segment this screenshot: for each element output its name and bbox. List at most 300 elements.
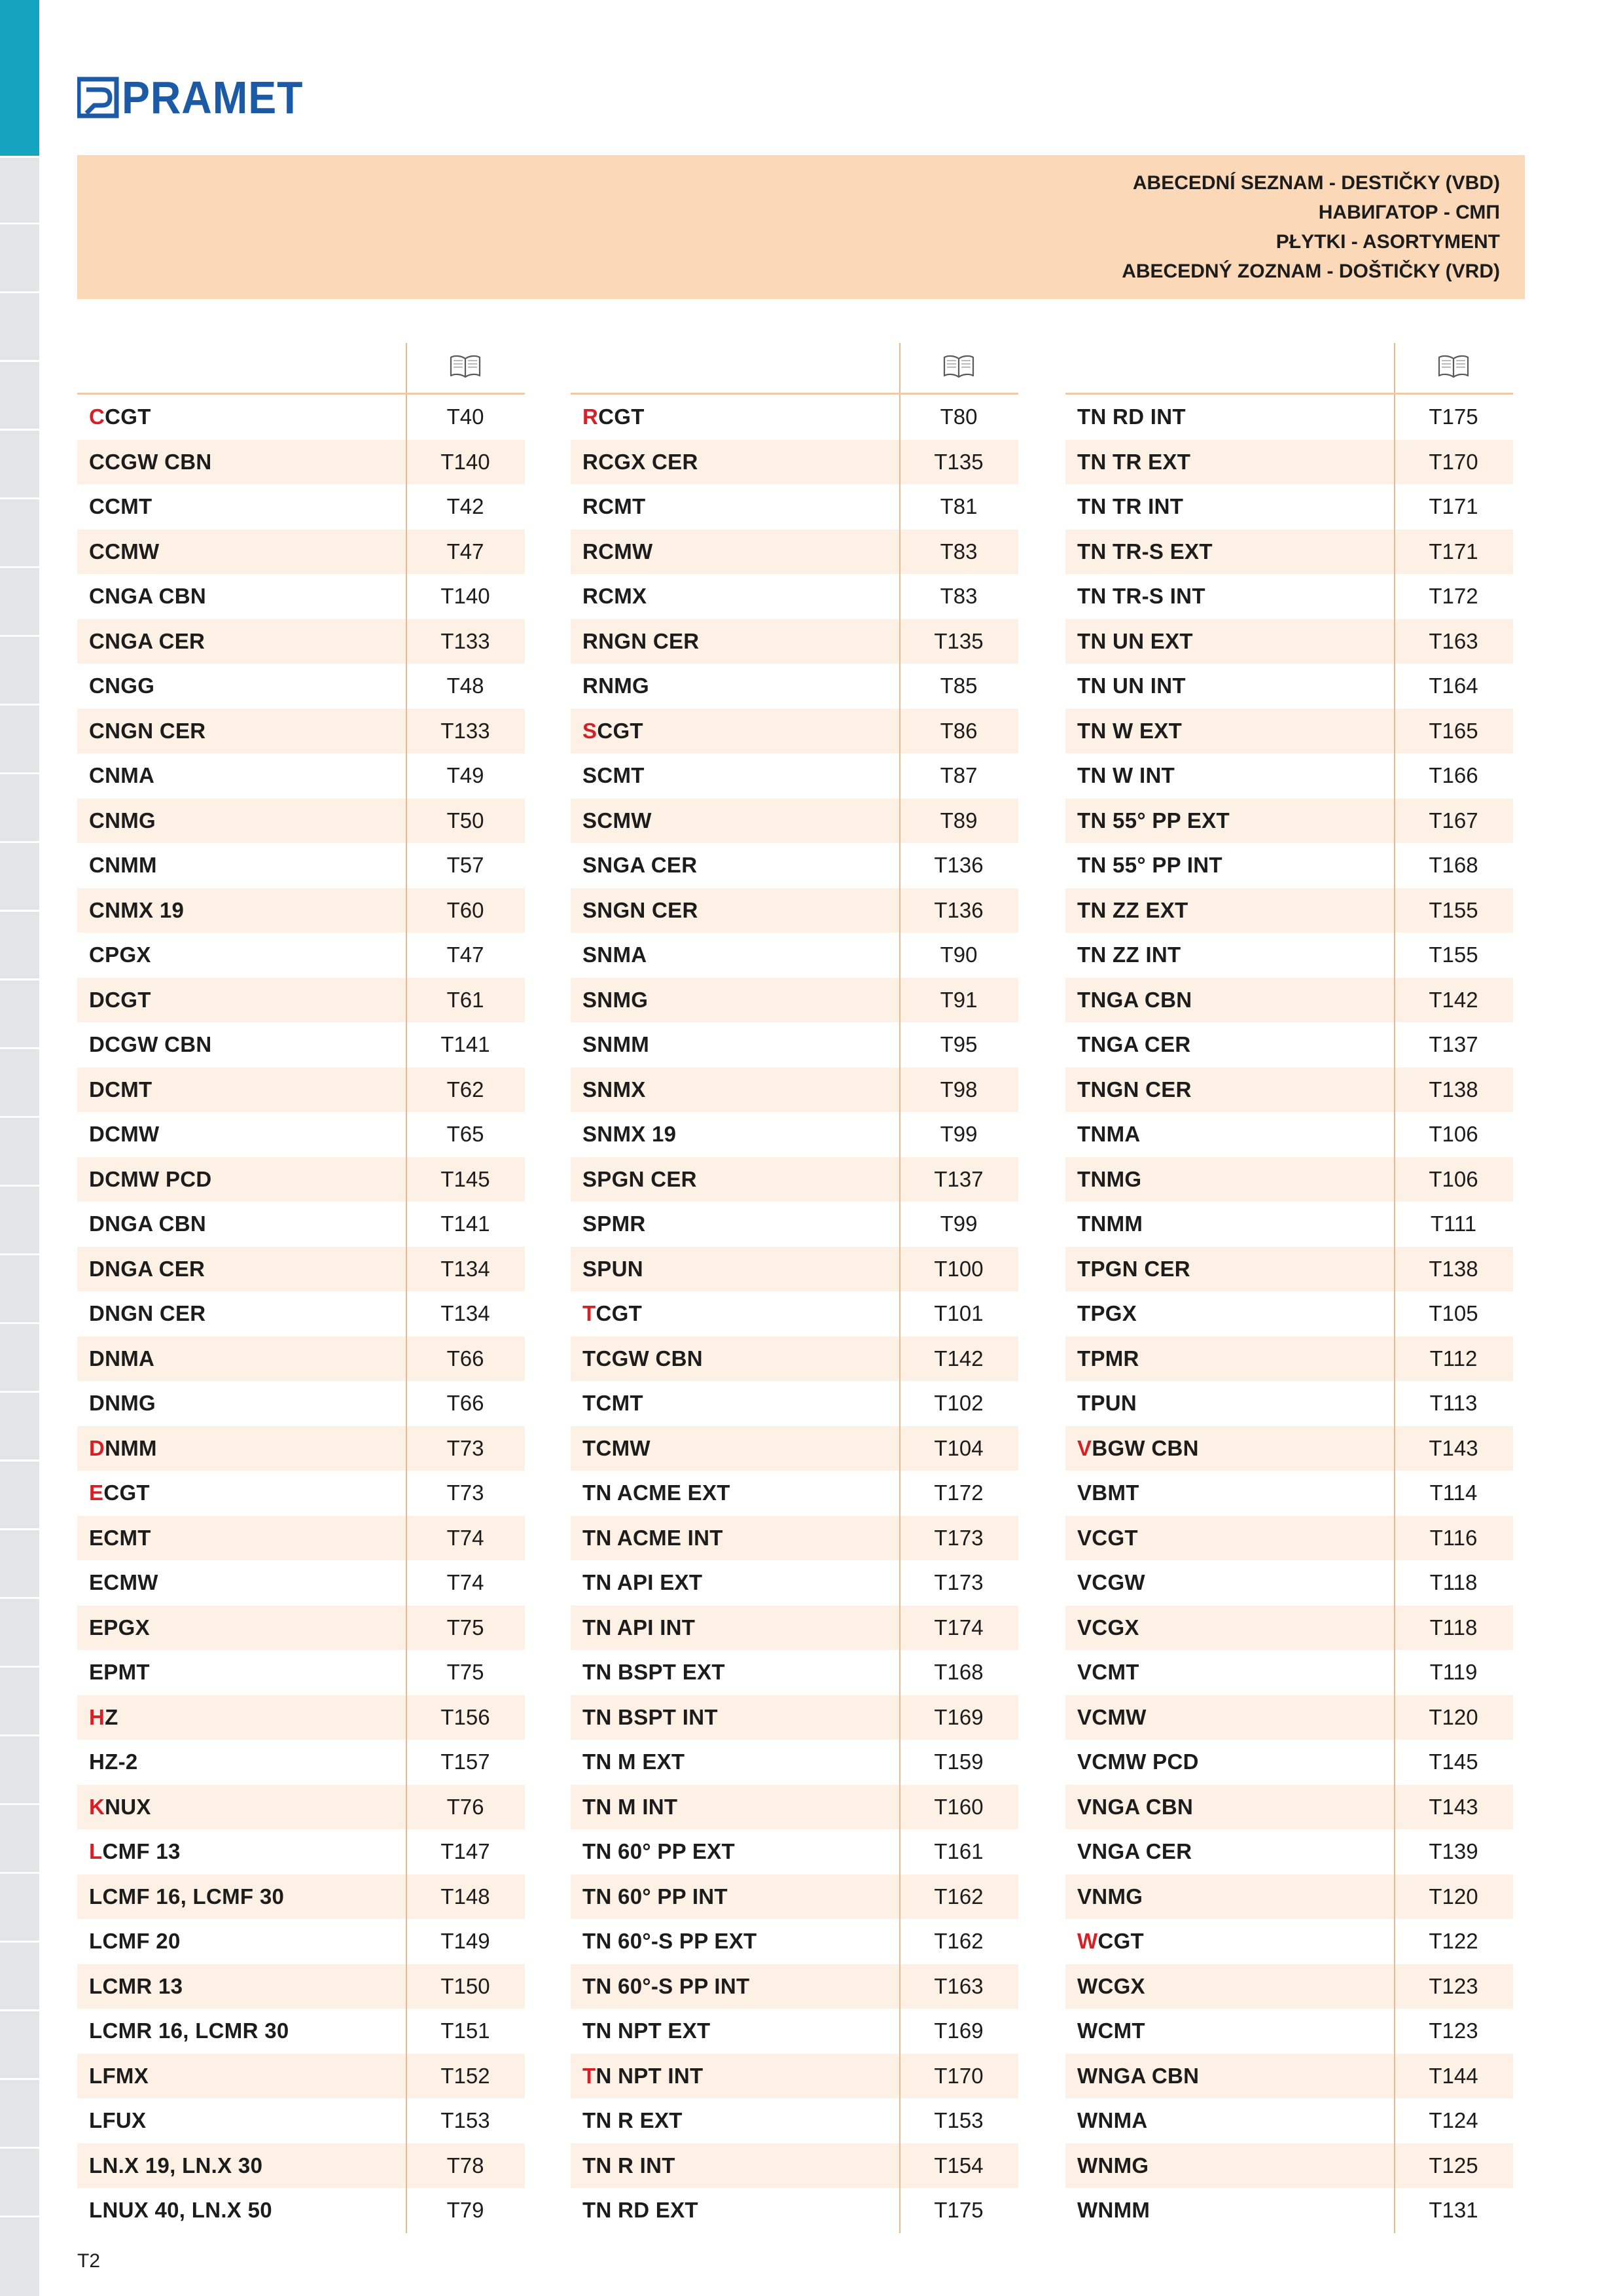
pramet-logo (77, 73, 319, 122)
designation-text: VCMW (1077, 1704, 1147, 1729)
catalog-page-ref: T81 (940, 494, 978, 519)
index-row (571, 1560, 1018, 1605)
catalog-page-ref: T118 (1429, 1615, 1478, 1640)
catalog-page-ref: T139 (1429, 1839, 1478, 1864)
insert-designation (1065, 763, 1394, 788)
catalog-page-ref: T147 (440, 1839, 490, 1864)
catalog-page-ref: T163 (934, 1973, 984, 1998)
insert-designation (571, 1391, 899, 1416)
designation-text: VCGW (1077, 1570, 1145, 1595)
insert-designation (1065, 942, 1394, 967)
insert-designation (1065, 808, 1394, 833)
designation-text: NUX (105, 1794, 151, 1819)
designation-text: CGT (597, 718, 643, 743)
index-row (1065, 1381, 1513, 1426)
column-divider (406, 395, 407, 2233)
catalog-page-ref: T73 (446, 1480, 484, 1505)
header-title-pl: PŁYTKI - ASORTYMENT (1275, 231, 1500, 253)
insert-designation (571, 1436, 899, 1461)
index-row (571, 1605, 1018, 1651)
designation-text: LFUX (89, 2108, 147, 2133)
index-row (1065, 619, 1513, 664)
insert-designation (77, 1032, 406, 1057)
insert-designation (77, 1839, 406, 1864)
insert-designation (1065, 1077, 1394, 1102)
insert-designation (77, 539, 406, 564)
insert-designation (77, 494, 406, 519)
catalog-page-ref: T173 (934, 1525, 984, 1550)
side-tab-divider (0, 2215, 39, 2217)
side-tab-divider (0, 2078, 39, 2080)
designation-text: TPUN (1077, 1391, 1137, 1416)
designation-text: RCMX (582, 584, 647, 609)
side-tab-divider (0, 497, 39, 499)
catalog-page-ref: T148 (440, 1884, 490, 1909)
catalog-page-ref: T169 (934, 2018, 984, 2043)
index-row (1065, 1471, 1513, 1516)
catalog-page-ref: T137 (934, 1166, 984, 1191)
insert-designation (77, 1167, 406, 1192)
index-row (1065, 1785, 1513, 1830)
catalog-page-ref: T160 (934, 1794, 984, 1819)
insert-designation (77, 1122, 406, 1147)
insert-designation (1065, 1570, 1394, 1595)
catalog-page-ref: T47 (446, 539, 484, 564)
designation-text: TCGW CBN (582, 1346, 703, 1371)
index-row (571, 843, 1018, 888)
insert-designation (77, 1257, 406, 1282)
index-row (571, 574, 1018, 619)
catalog-page-ref: T154 (934, 2153, 984, 2178)
catalog-page-ref: T101 (934, 1301, 984, 1326)
insert-designation (571, 1884, 899, 1909)
insert-designation (571, 1795, 899, 1820)
designation-text: TN TR INT (1077, 494, 1184, 519)
index-row (77, 1650, 525, 1695)
section-initial-letter: W (1077, 1929, 1098, 1954)
catalog-page-ref: T153 (440, 2108, 490, 2133)
index-row (571, 1516, 1018, 1561)
insert-designation (77, 1749, 406, 1774)
insert-designation (77, 404, 406, 429)
catalog-page-ref: T113 (1429, 1391, 1478, 1416)
designation-text: LCMF 20 (89, 1929, 181, 1954)
index-row (571, 1426, 1018, 1471)
insert-designation (77, 1391, 406, 1416)
designation-text: WNGA CBN (1077, 2063, 1200, 2088)
catalog-page-ref: T134 (440, 1301, 490, 1326)
index-row (1065, 978, 1513, 1023)
catalog-page-ref: T133 (440, 628, 490, 653)
header-title-ru: НАВИГАТОР - СМП (1318, 202, 1500, 223)
catalog-page-ref: T112 (1429, 1346, 1478, 1371)
catalog-page-ref: T140 (440, 449, 490, 474)
insert-designation (77, 1795, 406, 1820)
designation-text: TN API EXT (582, 1570, 703, 1595)
catalog-page-ref: T162 (934, 1929, 984, 1954)
catalog-page-ref: T167 (1429, 808, 1478, 833)
insert-designation (77, 584, 406, 609)
designation-text: TNMG (1077, 1166, 1142, 1191)
side-tab-divider (0, 772, 39, 774)
designation-text: SCMW (582, 808, 652, 833)
insert-designation (571, 719, 899, 744)
designation-text: TN 60° PP EXT (582, 1839, 735, 1864)
index-row (1065, 1067, 1513, 1113)
index-row (77, 798, 525, 844)
insert-designation (571, 1032, 899, 1057)
catalog-page-ref: T172 (1429, 584, 1478, 609)
designation-text: DCGT (89, 987, 151, 1012)
index-row (1065, 2098, 1513, 2144)
insert-designation (1065, 1480, 1394, 1505)
designation-text: TN TR-S EXT (1077, 539, 1213, 564)
side-tab-divider (0, 1391, 39, 1393)
insert-designation (571, 1122, 899, 1147)
insert-designation (77, 1615, 406, 1640)
designation-text: CGT (1097, 1929, 1145, 1954)
catalog-page-ref: T151 (440, 2018, 490, 2043)
catalog-page-ref: T123 (1429, 2018, 1478, 2043)
index-row (571, 1157, 1018, 1202)
pramet-logo-mark-icon (77, 77, 119, 118)
designation-text: TCMW (582, 1435, 651, 1460)
insert-designation (1065, 1436, 1394, 1461)
index-row (1065, 1874, 1513, 1920)
designation-text: WCGX (1077, 1973, 1145, 1998)
catalog-page-ref: T57 (446, 853, 484, 878)
index-row (77, 709, 525, 754)
side-tab-strip (0, 0, 39, 2296)
designation-text: TN RD INT (1077, 404, 1186, 429)
designation-text: RNMG (582, 673, 650, 698)
catalog-page-ref: T145 (440, 1166, 490, 1191)
insert-designation (1065, 673, 1394, 698)
index-row (1065, 1964, 1513, 2009)
open-book-icon (1437, 353, 1470, 380)
designation-text: EPGX (89, 1615, 150, 1640)
catalog-page-ref: T153 (934, 2108, 984, 2133)
insert-designation (77, 1077, 406, 1102)
insert-designation (571, 1705, 899, 1730)
insert-designation (77, 1660, 406, 1685)
index-row (1065, 1157, 1513, 1202)
designation-text: TN UN INT (1077, 673, 1186, 698)
index-row (77, 1785, 525, 1830)
index-row (571, 664, 1018, 709)
designation-text: CCGW CBN (89, 449, 212, 474)
index-row (571, 1829, 1018, 1874)
insert-designation (77, 1346, 406, 1371)
catalog-page-ref: T98 (940, 1077, 978, 1102)
index-row (77, 484, 525, 529)
insert-designation (571, 1211, 899, 1236)
insert-designation (571, 853, 899, 878)
index-row (77, 1964, 525, 2009)
designation-text: TNGA CBN (1077, 987, 1192, 1012)
catalog-page-ref: T124 (1429, 2108, 1478, 2133)
insert-designation (77, 853, 406, 878)
insert-designation (77, 1884, 406, 1909)
insert-designation (77, 1929, 406, 1954)
catalog-page-ref: T66 (446, 1346, 484, 1371)
designation-text: TPGX (1077, 1301, 1137, 1326)
designation-text: DNGA CBN (89, 1211, 207, 1236)
designation-text: CCMW (89, 539, 160, 564)
insert-designation (77, 450, 406, 475)
index-row (1065, 574, 1513, 619)
designation-text: DCMW (89, 1122, 160, 1147)
insert-designation (1065, 404, 1394, 429)
section-initial-letter: E (89, 1480, 104, 1505)
designation-text: TN ACME EXT (582, 1480, 730, 1505)
designation-text: RNGN CER (582, 628, 700, 653)
index-row (571, 2098, 1018, 2144)
index-row (571, 2188, 1018, 2233)
catalog-page-ref: T135 (934, 628, 984, 653)
catalog-page-ref: T155 (1429, 942, 1478, 967)
insert-designation (1065, 1884, 1394, 1909)
designation-text: VCMT (1077, 1660, 1139, 1685)
index-row (77, 1381, 525, 1426)
section-initial-letter: T (582, 1301, 596, 1326)
designation-text: TN RD EXT (582, 2198, 698, 2223)
designation-text: TN ACME INT (582, 1525, 723, 1550)
catalog-page-ref: T123 (1429, 1973, 1478, 1998)
index-row (77, 1067, 525, 1113)
catalog-page-ref: T155 (1429, 897, 1478, 922)
insert-designation (571, 404, 899, 429)
insert-designation (571, 1570, 899, 1595)
insert-designation (77, 2153, 406, 2178)
catalog-page-ref: T40 (446, 404, 484, 429)
catalog-page-ref: T42 (446, 494, 484, 519)
designation-text: CNGN CER (89, 718, 206, 743)
designation-text: BGW CBN (1092, 1435, 1199, 1460)
insert-designation (1065, 719, 1394, 744)
designation-text: TN ZZ EXT (1077, 897, 1188, 922)
designation-text: CGT (105, 404, 151, 429)
insert-designation (77, 942, 406, 967)
designation-text: SNMX (582, 1077, 646, 1102)
index-row (77, 664, 525, 709)
side-tab-divider (0, 704, 39, 706)
designation-text: TN 60°-S PP INT (582, 1973, 750, 1998)
index-row (1065, 440, 1513, 485)
side-tab-divider (0, 429, 39, 431)
index-row (1065, 933, 1513, 978)
insert-designation (1065, 1167, 1394, 1192)
section-initial-letter: V (1077, 1435, 1092, 1460)
insert-designation (1065, 898, 1394, 923)
catalog-page-ref: T157 (440, 1749, 490, 1774)
catalog-page-ref: T137 (1429, 1032, 1478, 1057)
designation-text: VNMG (1077, 1884, 1143, 1909)
index-row (1065, 2054, 1513, 2099)
designation-text: DCMW PCD (89, 1166, 212, 1191)
section-initial-letter: L (89, 1839, 103, 1864)
catalog-page-ref: T143 (1429, 1794, 1478, 1819)
index-row (1065, 1605, 1513, 1651)
designation-text: TN API INT (582, 1615, 696, 1640)
insert-designation (1065, 988, 1394, 1013)
insert-designation (571, 1480, 899, 1505)
index-row (1065, 1247, 1513, 1292)
side-tab-divider (0, 1322, 39, 1324)
index-row (77, 1516, 525, 1561)
designation-text: Z (105, 1704, 118, 1729)
designation-text: SCMT (582, 763, 645, 788)
index-row (77, 440, 525, 485)
designation-text: TN ZZ INT (1077, 942, 1181, 967)
insert-designation (1065, 629, 1394, 654)
insert-designation (1065, 1122, 1394, 1147)
insert-designation (571, 2108, 899, 2133)
catalog-page-ref: T162 (934, 1884, 984, 1909)
index-row (571, 1964, 1018, 2009)
designation-text: TN UN EXT (1077, 628, 1193, 653)
catalog-page-ref: T171 (1429, 539, 1478, 564)
designation-text: LCMR 13 (89, 1973, 183, 1998)
side-tab-divider (0, 1116, 39, 1118)
catalog-page-ref: T170 (934, 2063, 984, 2088)
designation-text: RCMW (582, 539, 653, 564)
insert-designation (77, 1974, 406, 1999)
designation-text: TN M INT (582, 1794, 678, 1819)
column-divider (1394, 395, 1395, 2233)
catalog-page-ref: T161 (934, 1839, 984, 1864)
index-row (77, 1336, 525, 1382)
insert-designation (77, 1705, 406, 1730)
index-row (77, 888, 525, 933)
insert-designation (571, 1974, 899, 1999)
index-row (77, 1112, 525, 1157)
insert-designation (77, 1526, 406, 1551)
insert-designation (1065, 1705, 1394, 1730)
insert-designation (1065, 1929, 1394, 1954)
side-tab-divider (0, 841, 39, 843)
catalog-page-ref: T114 (1429, 1480, 1478, 1505)
page-number: T2 (77, 2250, 101, 2272)
index-rows (1065, 395, 1513, 2233)
index-row (1065, 1919, 1513, 1964)
section-initial-letter: T (582, 2063, 596, 2088)
side-tab-divider (0, 1734, 39, 1736)
section-initial-letter: R (582, 404, 599, 429)
index-row (571, 798, 1018, 844)
column-header (1065, 340, 1513, 395)
insert-designation (77, 719, 406, 744)
designation-text: TN 55° PP EXT (1077, 808, 1230, 833)
index-row (77, 1247, 525, 1292)
designation-text: LNUX 40, LN.X 50 (89, 2198, 272, 2223)
column-header (77, 340, 525, 395)
designation-text: LFMX (89, 2063, 149, 2088)
index-row (77, 2188, 525, 2233)
insert-designation (77, 763, 406, 788)
catalog-page-ref: T133 (440, 718, 490, 743)
side-tab-divider (0, 910, 39, 912)
catalog-page-ref: T106 (1429, 1122, 1478, 1147)
insert-designation (571, 539, 899, 564)
open-book-icon (942, 353, 975, 380)
insert-designation (571, 763, 899, 788)
insert-designation (571, 1749, 899, 1774)
designation-text: SPMR (582, 1211, 646, 1236)
index-row (1065, 843, 1513, 888)
insert-designation (1065, 1839, 1394, 1864)
catalog-page-ref: T172 (934, 1480, 984, 1505)
index-row (77, 619, 525, 664)
designation-text: TN R EXT (582, 2108, 683, 2133)
index-row (571, 1202, 1018, 1247)
designation-text: VNGA CBN (1077, 1794, 1194, 1819)
index-row (77, 933, 525, 978)
insert-designation (1065, 1660, 1394, 1685)
catalog-page-ref: T165 (1429, 718, 1478, 743)
catalog-page-ref: T135 (934, 449, 984, 474)
insert-designation (571, 942, 899, 967)
index-row (1065, 1695, 1513, 1740)
index-row (77, 1605, 525, 1651)
designation-text: CCMT (89, 494, 152, 519)
insert-designation (571, 1660, 899, 1685)
catalog-page-ref: T80 (940, 404, 978, 429)
catalog-page-ref: T142 (1429, 987, 1478, 1012)
designation-text: CMF 13 (102, 1839, 181, 1864)
designation-text: VCGX (1077, 1615, 1139, 1640)
catalog-page-ref: T102 (934, 1391, 984, 1416)
insert-designation (571, 450, 899, 475)
catalog-page-ref: T175 (1429, 404, 1478, 429)
designation-text: CGT (103, 1480, 150, 1505)
index-row (571, 888, 1018, 933)
index-row (571, 1067, 1018, 1113)
catalog-page-ref: T152 (440, 2063, 490, 2088)
designation-text: SNGN CER (582, 897, 698, 922)
designation-text: DCMT (89, 1077, 152, 1102)
index-row (1065, 1336, 1513, 1382)
side-tab-divider (0, 1872, 39, 1874)
catalog-page-ref: T100 (934, 1256, 984, 1281)
insert-designation (571, 1257, 899, 1282)
designation-text: ECMW (89, 1570, 158, 1595)
catalog-page-ref: T116 (1429, 1525, 1478, 1550)
side-accent-tab (0, 0, 39, 156)
side-tab-divider (0, 291, 39, 293)
designation-text: SPUN (582, 1256, 643, 1281)
insert-designation (571, 898, 899, 923)
index-row (1065, 1829, 1513, 1874)
insert-designation (1065, 2108, 1394, 2133)
insert-designation (1065, 1391, 1394, 1416)
column-divider (406, 343, 407, 393)
header-title-sk: ABECEDNÝ ZOZNAM - DOŠTIČKY (VRD) (1122, 260, 1500, 282)
index-row (571, 1919, 1018, 1964)
designation-text: CPGX (89, 942, 151, 967)
designation-text: WCMT (1077, 2018, 1145, 2043)
index-row (1065, 1202, 1513, 1247)
index-row (571, 619, 1018, 664)
catalog-page-ref: T79 (446, 2198, 484, 2223)
catalog-page-ref: T111 (1430, 1211, 1477, 1236)
insert-designation (77, 2018, 406, 2043)
side-tab-divider (0, 1185, 39, 1187)
catalog-page-ref: T90 (940, 942, 978, 967)
designation-text: LN.X 19, LN.X 30 (89, 2153, 263, 2178)
designation-text: SNMG (582, 987, 649, 1012)
catalog-page-ref: T164 (1429, 673, 1478, 698)
